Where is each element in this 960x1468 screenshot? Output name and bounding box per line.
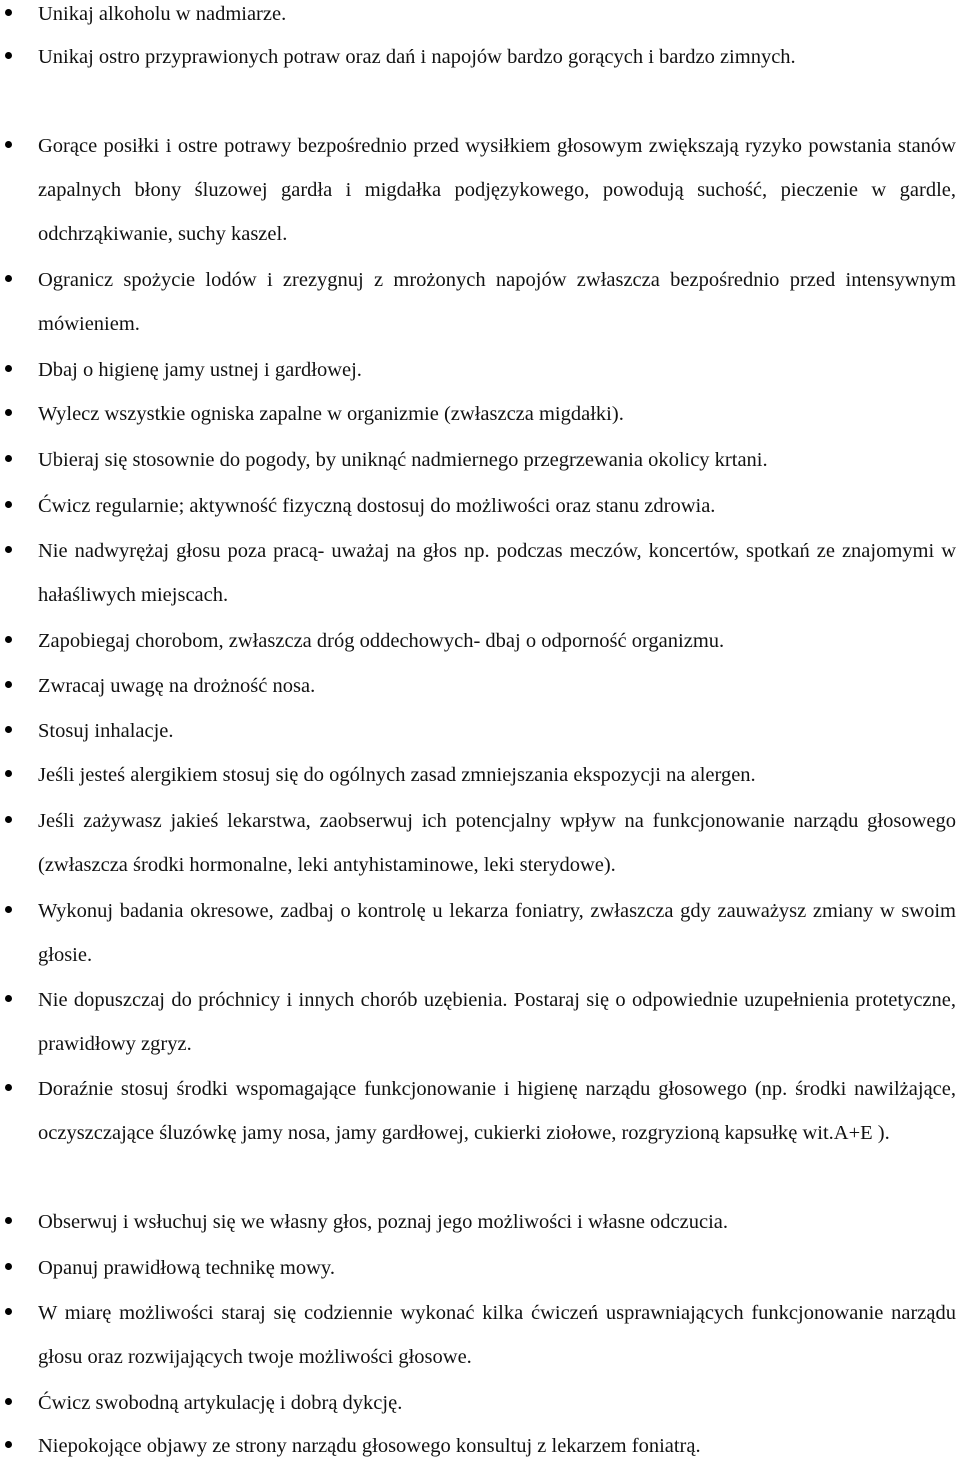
list-item bbox=[38, 348, 956, 392]
list-item-text: Unikaj alkoholu w nadmiarze. bbox=[38, 3, 287, 25]
list-item-text: Zwracaj uwagę na drożność nosa. bbox=[38, 675, 316, 697]
list-item-text: Ubieraj się stosownie do pogody, by uniknąć nadmiernego przegrzewania okolicy krtani. bbox=[38, 449, 768, 471]
list-item-text: Dbaj o higienę jamy ustnej i gardłowej. bbox=[38, 359, 362, 381]
list-item bbox=[38, 1200, 956, 1244]
list-item bbox=[38, 753, 956, 797]
list-item-text: Wykonuj badania okresowe, zadbaj o kontrolę u lekarza foniatry, zwłaszcza gdy zauważysz zmiany w swoim głosie. bbox=[38, 900, 956, 966]
list-item-text: Nie dopuszczaj do próchnicy i innych chorób uzębienia. Postaraj się o odpowiednie uzupełnienia protetyczne, prawidłowy zgryz. bbox=[38, 989, 956, 1055]
list-item-text: Unikaj ostro przyprawionych potraw oraz dań i napojów bardzo gorących i bardzo zimnych. bbox=[38, 46, 796, 68]
list-item-text: Ćwicz swobodną artykulację i dobrą dykcję. bbox=[38, 1392, 403, 1414]
list-item bbox=[38, 529, 956, 617]
list-item bbox=[38, 1424, 956, 1468]
list-item-text: Jeśli zażywasz jakieś lekarstwa, zaobserwuj ich potencjalny wpływ na funkcjonowanie narządu głosowego (zwłaszcza środki hormonalne, leki antyhistaminowe, leki sterydowe). bbox=[38, 810, 956, 876]
list-item bbox=[38, 392, 956, 436]
list-item-text: Doraźnie stosuj środki wspomagające funkcjonowanie i higienę narządu głosowego (np. środki nawilżające, oczyszczające śluzówkę jamy nosa, jamy gardłowej, cukierki ziołowe, rozgryzioną kapsułkę wit.A+E ). bbox=[38, 1078, 956, 1144]
list-item bbox=[38, 484, 956, 528]
list-item-text: Zapobiegaj chorobom, zwłaszcza dróg oddechowych- dbaj o odporność organizmu. bbox=[38, 630, 725, 652]
list-item bbox=[38, 0, 956, 36]
list-item bbox=[38, 619, 956, 663]
list-item bbox=[38, 664, 956, 708]
list-item-text: Jeśli jesteś alergikiem stosuj się do ogólnych zasad zmniejszania ekspozycji na alergen. bbox=[38, 764, 756, 786]
list-item bbox=[38, 124, 956, 256]
list-item-text: W miarę możliwości staraj się codziennie wykonać kilka ćwiczeń usprawniających funkcjonowanie narządu głosu oraz rozwijających twoje możliwości głosowe. bbox=[38, 1302, 956, 1368]
list-item-text: Nie nadwyrężaj głosu poza pracą- uważaj na głos np. podczas meczów, koncertów, spotkań ze znajomymi w hałaśliwych miejscach. bbox=[38, 540, 956, 606]
list-item bbox=[38, 35, 956, 79]
list-item bbox=[38, 438, 956, 482]
list-item-text: Gorące posiłki i ostre potrawy bezpośrednio przed wysiłkiem głosowym zwiększają ryzyko powstania stanów zapalnych błony śluzowej gardła i migdałka podjęzykowego, powodują suchość, pieczenie w gardle, odchrząkiwanie, suchy kaszel. bbox=[38, 135, 956, 245]
list-item bbox=[38, 889, 956, 977]
list-item bbox=[38, 1381, 956, 1425]
list-item bbox=[38, 1246, 956, 1290]
list-item bbox=[38, 1067, 956, 1155]
list-item-text: Wylecz wszystkie ogniska zapalne w organizmie (zwłaszcza migdałki). bbox=[38, 403, 624, 425]
list-item-text: Ćwicz regularnie; aktywność fizyczną dostosuj do możliwości oraz stanu zdrowia. bbox=[38, 495, 716, 517]
list-item-text: Ogranicz spożycie lodów i zrezygnuj z mrożonych napojów zwłaszcza bezpośrednio przed intensywnym mówieniem. bbox=[38, 269, 956, 335]
list-item-text: Opanuj prawidłową technikę mowy. bbox=[38, 1257, 335, 1279]
list-item-text: Obserwuj i wsłuchuj się we własny głos, poznaj jego możliwości i własne odczucia. bbox=[38, 1211, 729, 1233]
list-item-text: Niepokojące objawy ze strony narządu głosowego konsultuj z lekarzem foniatrą. bbox=[38, 1435, 701, 1457]
list-item bbox=[38, 799, 956, 887]
list-item bbox=[38, 978, 956, 1066]
list-item bbox=[38, 1291, 956, 1379]
list-item-text: Stosuj inhalacje. bbox=[38, 720, 174, 742]
list-item bbox=[38, 258, 956, 346]
list-item bbox=[38, 709, 956, 753]
